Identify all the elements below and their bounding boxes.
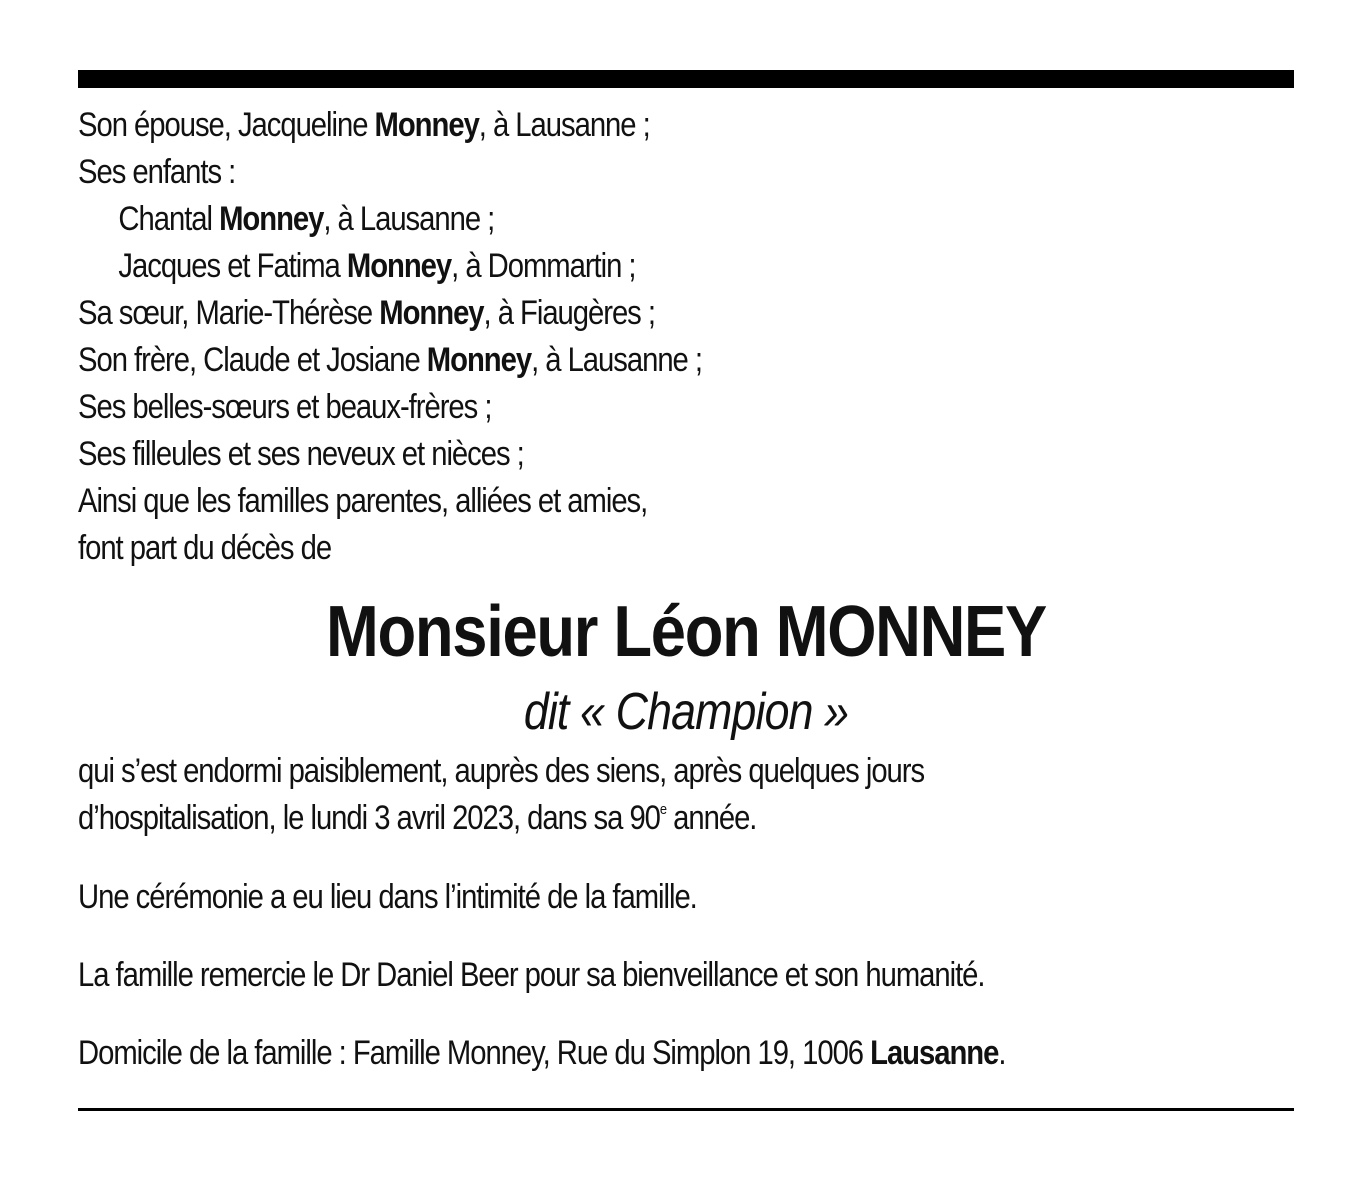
child-line: Jacques et Fatima Monney, à Dommartin ; xyxy=(118,247,636,285)
in-laws-line: Ses belles-sœurs et beaux-frères ; xyxy=(78,388,492,426)
thanks-paragraph xyxy=(78,952,1294,999)
domicile-line: Domicile de la famille : Famille Monney, Rue du Simplon 19, 1006 Lausanne. xyxy=(78,1034,1006,1072)
children-heading: Ses enfants : xyxy=(78,153,236,191)
deceased-name: Monsieur Léon MONNEY xyxy=(326,592,1046,672)
deceased-nickname: dit « Champion » xyxy=(523,683,849,741)
child-line: Chantal Monney, à Lausanne ; xyxy=(118,200,495,238)
top-rule xyxy=(78,70,1294,88)
ceremony-paragraph xyxy=(78,874,1294,921)
spouse-line: Son épouse, Jacqueline Monney, à Lausanne ; xyxy=(78,106,650,144)
domicile-paragraph xyxy=(78,1030,1294,1077)
death-line: d’hospitalisation, le lundi 3 avril 2023, dans sa 90e année. xyxy=(78,799,757,837)
bottom-rule xyxy=(78,1108,1294,1111)
brother-line: Son frère, Claude et Josiane Monney, à Lausanne ; xyxy=(78,341,702,379)
obituary-notice xyxy=(78,70,1294,1077)
family-list xyxy=(78,102,1294,572)
thanks-line: La famille remercie le Dr Daniel Beer pour sa bienveillance et son humanité. xyxy=(78,956,985,994)
sister-line: Sa sœur, Marie-Thérèse Monney, à Fiaugères ; xyxy=(78,294,655,332)
families-line: Ainsi que les familles parentes, alliées et amies, xyxy=(78,482,648,520)
ceremony-line: Une cérémonie a eu lieu dans l’intimité de la famille. xyxy=(78,878,697,916)
death-line: qui s’est endormi paisiblement, auprès des siens, après quelques jours xyxy=(78,752,925,790)
godchildren-line: Ses filleules et ses neveux et nièces ; xyxy=(78,435,524,473)
death-paragraph xyxy=(78,748,1294,842)
announce-line: font part du décès de xyxy=(78,529,332,567)
